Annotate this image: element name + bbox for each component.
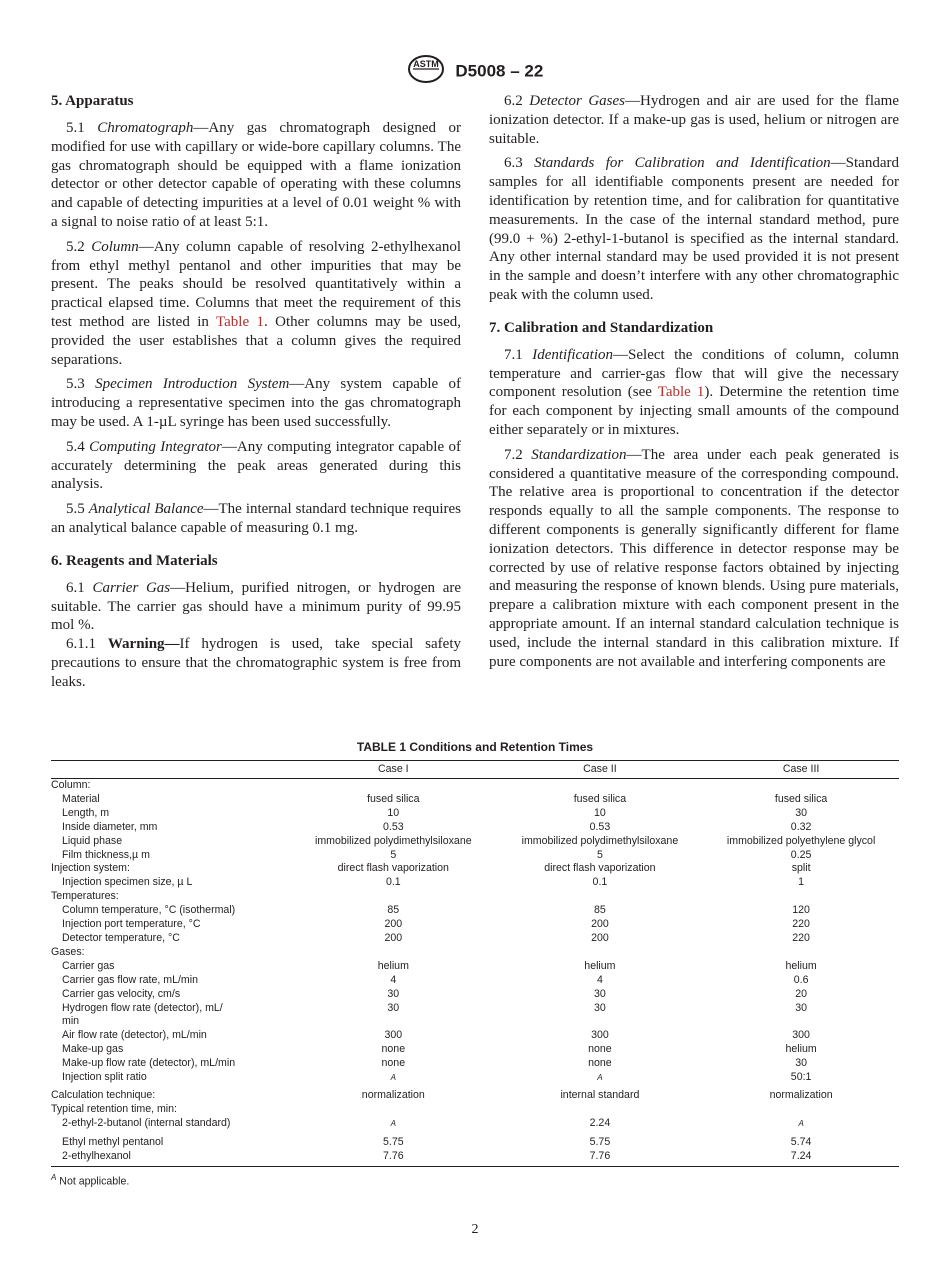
row-label: Injection system: <box>51 862 130 875</box>
row-label: Material <box>62 792 100 805</box>
table-cell: helium <box>785 1043 817 1056</box>
row-label: Calculation technique: <box>51 1089 156 1102</box>
row-label: Air flow rate (detector), mL/min <box>62 1029 207 1042</box>
table-cell: split <box>791 862 811 875</box>
table-cell: 200 <box>591 918 609 931</box>
table-cell: internal standard <box>560 1089 640 1102</box>
table-cell: immobilized polydimethylsiloxane <box>314 834 472 847</box>
table-row <box>51 849 899 863</box>
table-title: TABLE 1 Conditions and Retention Times <box>356 740 594 754</box>
table-cell: normalization <box>361 1089 425 1102</box>
table-row <box>51 876 899 890</box>
table-row <box>51 1071 899 1089</box>
row-label: min <box>62 1015 80 1028</box>
table-cell: A <box>390 1119 396 1129</box>
row-label: Length, m <box>62 806 110 819</box>
table-cell: 120 <box>792 904 810 917</box>
table-cell: none <box>588 1043 612 1056</box>
table-row <box>51 779 899 793</box>
row-label: Injection specimen size, µ L <box>62 876 193 889</box>
table-cell: 30 <box>795 806 807 819</box>
table-cell: helium <box>584 959 616 972</box>
table-cell <box>497 779 704 793</box>
table-cell: 300 <box>792 1029 810 1042</box>
page-number: 2 <box>471 1222 479 1237</box>
paragraph-6-2: 6.2 Detector Gases—Hydrogen and air are used for the flame ionization detector. If a make-up gas is used, helium or nitrogen are suitable. <box>489 93 899 147</box>
table-cell: none <box>381 1057 406 1070</box>
table-row <box>51 835 899 849</box>
table-cell: 0.53 <box>382 820 404 833</box>
paragraph-5-5: 5.5 Analytical Balance—The internal standard technique requires an analytical balance capable of measuring 0.1 mg. <box>51 501 461 536</box>
table-cell <box>703 1015 899 1029</box>
paragraph-5-3: 5.3 Specimen Introduction System—Any system capable of introducing a representative specimen into the gas chromatograph may be used. A 1-µL syringe has been used successfully. <box>51 376 462 430</box>
table-cell: 0.25 <box>790 848 812 861</box>
conditions-table <box>51 760 899 1167</box>
table-cell: direct flash vaporization <box>337 862 449 875</box>
table-cell: 0.1 <box>592 876 608 889</box>
table-cell: 5.74 <box>790 1135 812 1148</box>
table-cell: 5 <box>390 848 397 861</box>
table-row <box>51 1117 899 1135</box>
paragraph-7-1: 7.1 Identification—Select the conditions of column, column temperature and carrier-gas flow that will give the necessary component resolution (see Table 1). Determine the retention time for each component by injecting small amounts of the compound either separately or in mixtures. <box>489 346 899 438</box>
table-row <box>51 1103 899 1117</box>
table-cell: 20 <box>795 987 807 1000</box>
table-cell <box>703 946 899 960</box>
paragraph-7-2: 7.2 Standardization—The area under each peak generated is considered a quantitative measure of the corresponding compound. The relative area is proportional to concentration if the detector responds equally to all the sample components. The response to different components is generally significantly different for flame ionization detectors. This difference in detector response may be corrected by use of relative response factors obtained by injecting and measuring the response of known blends. Using pure materials, prepare a calibration mixture with each component present in the appropriate amount. If an internal standard calculation technique is used, include the internal standard in this calibration mixture. If pure components are not available and interfering components are <box>489 446 900 670</box>
table-cell: fused silica <box>367 792 420 805</box>
table-cell: 85 <box>387 904 400 917</box>
table-cell <box>703 779 899 793</box>
table-cell <box>703 890 899 904</box>
row-label: Detector temperature, °C <box>62 931 180 944</box>
table-cell: 4 <box>390 973 397 986</box>
table-row <box>51 862 899 876</box>
conditions-table-section <box>51 740 899 1187</box>
table-row <box>51 1057 899 1071</box>
table-row <box>51 946 899 960</box>
table-header-cell: Case I <box>290 761 497 779</box>
row-label: Temperatures: <box>51 890 119 903</box>
table-cell: 300 <box>384 1029 403 1042</box>
table-cell <box>290 1015 497 1029</box>
table-row <box>51 1089 899 1103</box>
row-label: Carrier gas velocity, cm/s <box>62 987 181 1000</box>
table-cell <box>290 946 497 960</box>
logo-text: ASTM <box>412 59 439 69</box>
table-cell: 7.76 <box>497 1150 704 1166</box>
row-label: Carrier gas flow rate, mL/min <box>62 973 198 986</box>
table-row <box>51 1136 899 1150</box>
paragraph-6-1-1: 6.1.1 Warning—If hydrogen is used, take special safety precautions to ensure that the chromatographic system is free from leaks. <box>51 636 461 690</box>
table-row <box>51 890 899 904</box>
table-cell: fused silica <box>573 792 627 805</box>
table-cell: 30 <box>387 1001 400 1014</box>
row-label: Liquid phase <box>62 834 123 847</box>
table-cell: helium <box>785 959 817 972</box>
table-1-link[interactable]: Table 1 <box>216 313 265 330</box>
table-row <box>51 918 899 932</box>
table-cell: 200 <box>384 931 403 944</box>
table-cell: 220 <box>792 931 810 944</box>
table-cell: 0.6 <box>793 973 809 986</box>
table-row <box>51 988 899 1002</box>
table-cell <box>290 779 497 793</box>
table-cell: 220 <box>792 918 810 931</box>
table-row <box>51 793 899 807</box>
table-cell <box>290 1103 497 1117</box>
table-row <box>51 821 899 835</box>
table-cell: 2.24 <box>589 1117 611 1130</box>
table-row <box>51 904 899 918</box>
row-label: Gases: <box>51 945 85 958</box>
section-7-title: 7. Calibration and Standardization <box>489 319 714 336</box>
table-cell: 30 <box>387 987 400 1000</box>
table-row <box>51 1150 899 1166</box>
table-cell: 10 <box>594 806 606 819</box>
table-1-link[interactable]: Table 1 <box>657 384 705 401</box>
row-label: Injection split ratio <box>62 1071 147 1084</box>
row-label: Hydrogen flow rate (detector), mL/ <box>62 1001 223 1014</box>
designation: D5008 – 22 <box>455 61 544 81</box>
table-cell <box>497 946 704 960</box>
table-cell: 30 <box>795 1057 807 1070</box>
right-column <box>489 92 899 677</box>
row-label: Typical retention time, min: <box>51 1103 177 1116</box>
table-cell: 0.1 <box>385 876 401 889</box>
table-cell: 5.75 <box>382 1135 404 1148</box>
table-cell: 200 <box>591 931 609 944</box>
table-cell: 10 <box>387 806 400 819</box>
paragraph-6-3: 6.3 Standards for Calibration and Identification—Standard samples for all identifiable components present are needed for identification by retention time, and for calibration for quantitative measurements. In the case of the internal standard method, pure (99.0 + %) 2-ethyl-1-butanol is specified as the internal standard. Any other internal standard may be used provided it is not present in the sample and doesn’t interfere with any other chromatographic peak with the column used. <box>489 155 899 303</box>
table-cell <box>290 890 497 904</box>
section-6-title: 6. Reagents and Materials <box>51 552 218 569</box>
paragraph-5-1: 5.1 Chromatograph—Any gas chromatograph designed or modified for use with capillary or wide-bore capillary columns. The gas chromatograph should be equipped with a flame ionization detector or other detector capable of operating with these columns and capable of detecting impurities at a level of 0.01 weight % with a signal to noise ratio of at least 5:1. <box>51 120 462 230</box>
row-label: Column: <box>51 779 91 791</box>
row-label: Make-up flow rate (detector), mL/min <box>62 1057 236 1070</box>
table-cell: 5.75 <box>589 1135 611 1148</box>
table-cell: 30 <box>594 987 606 1000</box>
table-cell: 4 <box>596 973 603 986</box>
table-cell: 1 <box>798 876 805 889</box>
table-row <box>51 807 899 821</box>
astm-logo-icon <box>407 54 445 89</box>
table-cell: none <box>588 1057 612 1070</box>
table-row <box>51 932 899 946</box>
row-label: Inside diameter, mm <box>62 820 158 833</box>
left-column <box>51 92 461 698</box>
row-label: Ethyl methyl pentanol <box>62 1135 164 1148</box>
paragraph-5-2: 5.2 Column—Any column capable of resolving 2-ethylhexanol from ethyl methyl pentanol and other impurities that may be present. The peaks should be resolved quantitatively within a practical elapsed time. Columns that meet the requirement of this test method are listed in Table 1. Other columns may be used, provided the user establishes that a column gives the required separations. <box>51 238 461 368</box>
table-cell: fused silica <box>774 792 828 805</box>
table-row <box>51 960 899 974</box>
table-cell: direct flash vaporization <box>544 862 656 875</box>
table-cell <box>497 890 704 904</box>
table-row <box>51 974 899 988</box>
table-cell: immobilized polydimethylsiloxane <box>521 834 679 847</box>
table-footnote: $^A$ Not applicable. <box>51 1172 130 1188</box>
table-row <box>51 1029 899 1043</box>
table-cell: A <box>390 1073 396 1083</box>
row-label: Column temperature, °C (isothermal) <box>62 904 236 917</box>
row-label: Film thickness,µ m <box>62 848 150 861</box>
table-header-cell: Case III <box>703 761 899 779</box>
table-cell <box>497 1103 704 1117</box>
page-header <box>0 54 950 89</box>
table-cell: 85 <box>594 904 606 917</box>
table-cell: 7.24 <box>703 1150 899 1166</box>
table-cell <box>497 1015 704 1029</box>
row-label: Injection port temperature, °C <box>62 918 201 931</box>
table-cell: 50:1 <box>790 1071 812 1084</box>
table-cell: 300 <box>591 1029 609 1042</box>
table-header-row <box>51 761 899 779</box>
row-label: Carrier gas <box>62 959 115 972</box>
table-cell <box>703 1103 899 1117</box>
table-cell: 0.53 <box>589 820 611 833</box>
table-header-cell <box>51 761 290 779</box>
table-row <box>51 1002 899 1016</box>
table-header-cell: Case II <box>497 761 704 779</box>
table-cell: 0.32 <box>790 820 812 833</box>
table-row <box>51 1043 899 1057</box>
table-cell: helium <box>377 959 409 972</box>
table-cell: normalization <box>769 1089 833 1102</box>
table-cell: immobilized polyethylene glycol <box>726 834 876 847</box>
table-cell: 200 <box>384 918 403 931</box>
table-cell: 7.76 <box>290 1150 497 1166</box>
table-cell: 5 <box>596 848 603 861</box>
section-5-title: 5. Apparatus <box>51 93 134 109</box>
table-cell: A <box>798 1119 804 1129</box>
table-cell: none <box>381 1043 406 1056</box>
row-label: Make-up gas <box>62 1043 124 1056</box>
row-label: 2-ethyl-2-butanol (internal standard) <box>62 1117 231 1130</box>
table-cell: A <box>597 1073 603 1083</box>
paragraph-5-4: 5.4 Computing Integrator—Any computing integrator capable of accurately determining the peak areas generated during this analysis. <box>51 438 461 493</box>
paragraph-6-1: 6.1 Carrier Gas—Helium, purified nitrogen, or hydrogen are suitable. The carrier gas should have a minimum purity of 99.95 mol %. <box>51 579 461 634</box>
row-label: 2-ethylhexanol <box>51 1150 290 1166</box>
table-row <box>51 1015 899 1029</box>
table-cell: 30 <box>594 1001 606 1014</box>
table-cell: 30 <box>795 1001 807 1014</box>
